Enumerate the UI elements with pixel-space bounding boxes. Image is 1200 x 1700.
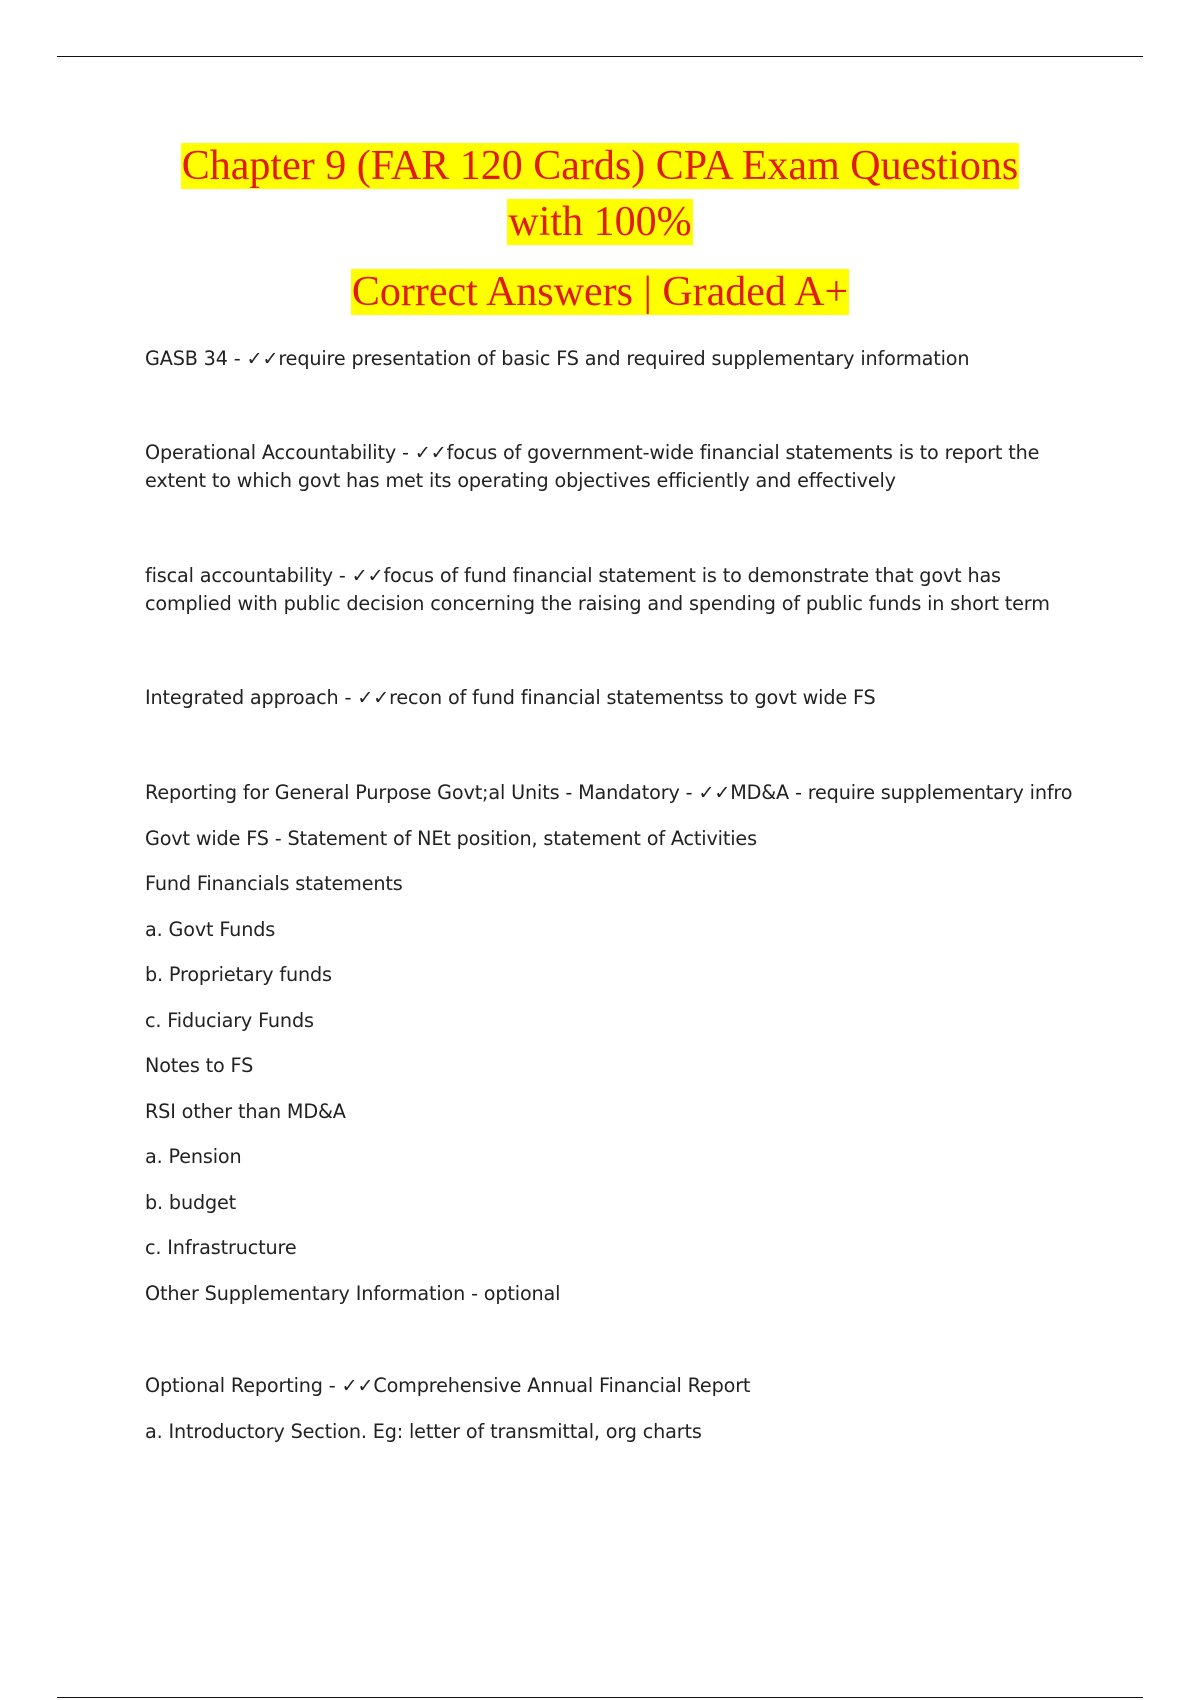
list-item: a. Pension [145,1145,242,1168]
list-item: Govt wide FS - Statement of NEt position, statement of Activities [145,827,757,850]
card-term: Integrated approach [145,686,339,709]
title-line-1: Chapter 9 (FAR 120 Cards) CPA Exam Questions [181,143,1019,189]
list-item: b. Proprietary funds [145,963,332,986]
flashcard-text [145,1372,1075,1400]
check-marks-icon: - ✓✓ [679,781,731,804]
flashcard-gasb-34 [145,345,1075,373]
title-line-2: with 100% [508,199,692,245]
flashcard-operational-accountability [145,439,1075,495]
card-definition: MD&A - require supplementary infro [730,781,1073,804]
header-rule [57,56,1143,57]
card-definition: focus of fund financial statement is to demonstrate that govt has complied with public decision concerning the raising and spending of public funds in short term [145,564,1050,615]
card-definition: Comprehensive Annual Financial Report [373,1374,751,1397]
flashcard-fiscal-accountability [145,562,1075,618]
list-item: RSI other than MD&A [145,1100,346,1123]
card-definition: recon of fund financial statementss to govt wide FS [389,686,876,709]
document-title [60,138,1140,320]
card-term: Optional Reporting [145,1374,323,1397]
flashcard-text [145,439,1075,495]
list-item: Other Supplementary Information - optional [145,1282,561,1305]
card-term: Reporting for General Purpose Govt;al Units - Mandatory [145,781,680,804]
card-term: Operational Accountability [145,441,397,464]
card-term: fiscal accountability [145,564,333,587]
list-item: a. Govt Funds [145,918,276,941]
check-marks-icon: - ✓✓ [227,347,279,370]
list-item: c. Infrastructure [145,1236,297,1259]
flashcard-optional-reporting [145,1372,1075,1443]
flashcard-integrated-approach [145,684,1075,712]
flashcard-text [145,562,1075,618]
flashcard-text [145,779,1075,807]
title-line-3: Correct Answers | Graded A+ [351,269,849,315]
list-item: Fund Financials statements [145,872,403,895]
list-item: Notes to FS [145,1054,254,1077]
check-marks-icon: - ✓✓ [338,686,390,709]
list-item: a. Introductory Section. Eg: letter of transmittal, org charts [145,1420,702,1443]
card-term: GASB 34 [145,347,228,370]
card-definition: require presentation of basic FS and required supplementary information [278,347,970,370]
flashcard-text [145,684,1075,712]
flashcard-reporting-general-purpose [145,779,1075,1305]
check-marks-icon: - ✓✓ [332,564,384,587]
check-marks-icon: - ✓✓ [322,1374,374,1397]
list-item: b. budget [145,1191,237,1214]
flashcard-text [145,345,1075,373]
check-marks-icon: - ✓✓ [396,441,447,464]
list-item: c. Fiduciary Funds [145,1009,314,1032]
footer-rule [57,1697,1143,1698]
card-definition: focus of government-wide financial statements is to report the extent to which govt has met its operating objectives efficiently and effectively [145,441,1040,492]
